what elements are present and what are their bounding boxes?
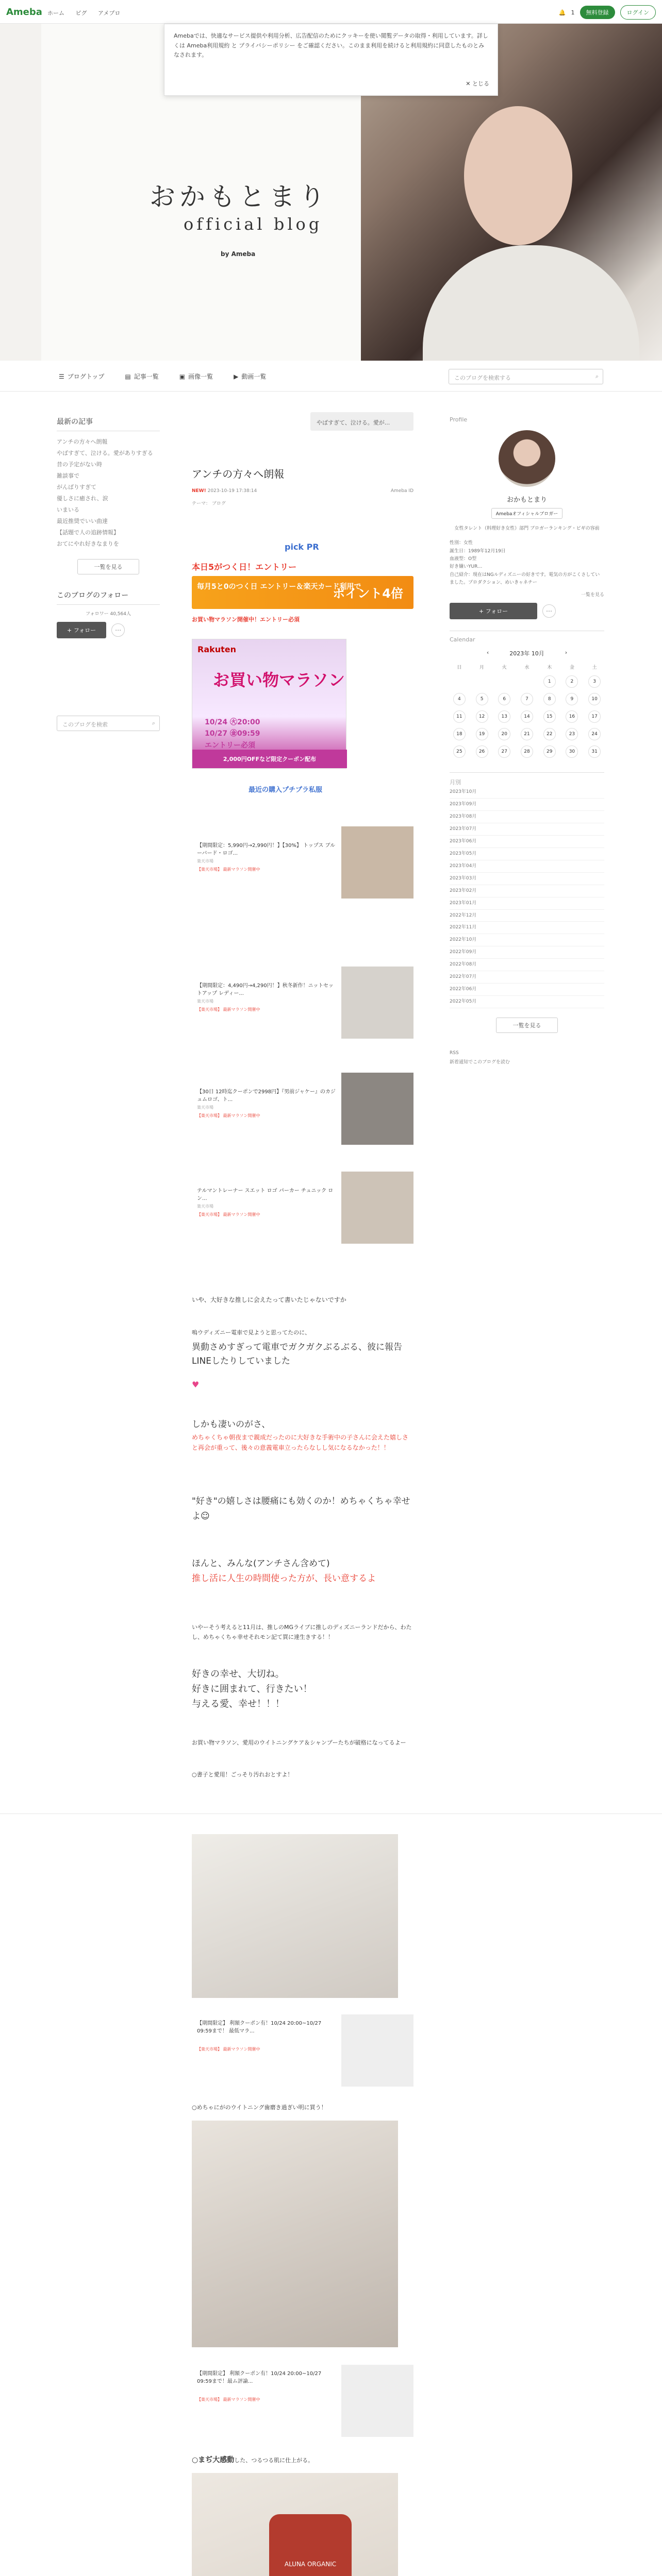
weekday-label: 日: [457, 665, 462, 671]
new-badge: NEW!: [192, 488, 206, 494]
blog-title[interactable]: おかもとまり: [150, 182, 329, 212]
calendar-day[interactable]: 10: [588, 693, 601, 705]
month-item[interactable]: 2023年06月: [450, 836, 604, 848]
calendar-day[interactable]: 23: [566, 728, 578, 740]
nav-label: 動画一覧: [241, 373, 267, 380]
recent-heading: 最新の記事: [57, 416, 160, 431]
calendar-day[interactable]: 9: [566, 693, 578, 705]
month-item[interactable]: 2023年05月: [450, 848, 604, 860]
calendar-day[interactable]: 20: [498, 728, 510, 740]
nav-label: 記事一覧: [134, 373, 159, 380]
calendar-label: Calendar: [450, 631, 604, 643]
month-item[interactable]: 2023年10月: [450, 786, 604, 799]
calendar-day[interactable]: 7: [521, 693, 533, 705]
calendar-day[interactable]: 6: [498, 693, 510, 705]
follow-button[interactable]: + フォロー: [450, 603, 537, 619]
product-tag: 【楽天市場】 最新マラソン開催中: [197, 1007, 260, 1012]
calendar-day[interactable]: 30: [566, 745, 578, 758]
product-image: [341, 967, 413, 1039]
cookie-close-button[interactable]: ✕ とじる: [466, 80, 489, 88]
recent-item[interactable]: アンチの方々へ朗報: [57, 438, 108, 445]
weekday-label: 木: [547, 665, 552, 671]
top-nav: [47, 9, 129, 17]
profile-name[interactable]: おかもとまり: [506, 496, 547, 504]
month-item[interactable]: 2022年09月: [450, 946, 604, 959]
calendar-day[interactable]: 19: [476, 728, 488, 740]
calendar-day[interactable]: 16: [566, 710, 578, 723]
follow-heading: このブログのフォロー: [57, 590, 160, 605]
ameba-logo[interactable]: Ameba: [6, 7, 42, 18]
product-image: [341, 826, 413, 899]
product-text: 【期間限定】 利額クーポン有！10/24 20:00~10/27 09:59まで！ 最低マラ...: [197, 2021, 322, 2034]
paragraph-bold: ○まぢ大感動: [192, 2456, 235, 2464]
profile-info: 性別：女性 誕生日：1989年12月19日 血液型：O型 好き嫌いYUR… 自己紹介：現在はNGルディズニーの好きです。電気の方がこくさしていました。プロダクション、めいきャネチー: [450, 540, 600, 585]
month-item[interactable]: 2023年08月: [450, 811, 604, 823]
recent-item[interactable]: 昔の予定がない時: [57, 461, 102, 468]
nav-label: ブログトップ: [67, 373, 105, 380]
official-badge: [450, 508, 604, 519]
product-tag: 【楽天市場】 最新マラソン開催中: [197, 1113, 260, 1118]
calendar-day[interactable]: 18: [453, 728, 466, 740]
month-item[interactable]: 2022年12月: [450, 910, 604, 922]
product-image: [341, 1073, 413, 1145]
banner-right: ポイント4倍: [333, 586, 403, 601]
month-item[interactable]: 2023年03月: [450, 873, 604, 885]
recent-buy-heading: 最近の購入プチプラ私服: [249, 786, 323, 794]
month-item[interactable]: 2023年04月: [450, 860, 604, 873]
nav-items: [59, 372, 266, 381]
article-title[interactable]: アンチの方々へ朗報: [192, 468, 285, 480]
nav-home[interactable]: ホーム: [47, 10, 64, 16]
promo-link-2[interactable]: お買い物マラソン開催中！エントリー必須: [192, 616, 300, 623]
paragraph-large: "好き"の嬉しさは腰痛にも効くのか！めちゃくちゃ幸せよ☺︎: [192, 1496, 410, 1521]
follow-button[interactable]: + フォロー: [57, 622, 106, 638]
avatar[interactable]: [499, 430, 555, 487]
image-icon: ▣: [179, 372, 186, 380]
search-placeholder: このブログを検索する: [454, 375, 511, 381]
calendar-day[interactable]: 1: [543, 675, 556, 688]
calendar-day[interactable]: 31: [588, 745, 601, 758]
nav-amepro[interactable]: アメプロ: [98, 10, 121, 16]
paragraph: いやーそう考えると11月は、推しのMGライブに推しのディズニーランドだから、わたし、めちゃくちゃ幸せそれモン記て買に達生きする！！: [192, 1624, 412, 1640]
recent-item[interactable]: 優しさに癒され、涙: [57, 495, 108, 502]
paragraph-large: しかも凄いのがさ、: [192, 1419, 271, 1430]
product-photo[interactable]: [192, 1834, 398, 1998]
paragraph-large: ほんと、みんな(アンチさん含めて): [192, 1558, 330, 1569]
blouse-shape: [423, 245, 639, 361]
month-item[interactable]: 2023年07月: [450, 823, 604, 836]
top-right: [559, 5, 656, 20]
top-bar: [0, 0, 662, 24]
login-button[interactable]: ログイン: [620, 5, 656, 20]
calendar-day[interactable]: 24: [588, 728, 601, 740]
recent-item[interactable]: 【話題で人の追跡情報】: [57, 529, 119, 536]
follow-row: [57, 622, 160, 638]
more-options-icon[interactable]: ⋯: [111, 623, 125, 637]
rss-link[interactable]: RSS: [450, 1050, 459, 1056]
recent-item[interactable]: おてにやれ好きなまりを: [57, 540, 119, 547]
rakuten-marathon-image[interactable]: [192, 639, 346, 769]
month-item[interactable]: 2022年10月: [450, 934, 604, 946]
calendar-day[interactable]: 12: [476, 710, 488, 723]
list-icon: ▤: [125, 372, 131, 380]
product-photo[interactable]: [192, 2121, 398, 2347]
product-text: テルマントレーナー スエット ロゴ パーカー チュニック ロン...: [197, 1188, 334, 1201]
face-shape: [464, 106, 572, 245]
monthly-list: [450, 786, 604, 1008]
nav-blog-top[interactable]: [59, 372, 104, 381]
left-sidebar: [57, 416, 160, 731]
paragraph: [192, 2454, 413, 2465]
nav-entry-list[interactable]: [125, 372, 158, 381]
monthly-more-button[interactable]: 一覧を見る: [496, 1018, 558, 1033]
article-meta: [192, 488, 413, 494]
recent-item[interactable]: 最近推奨でいい曲達: [57, 518, 108, 524]
share-link[interactable]: Ameba ID: [390, 488, 413, 494]
recent-item[interactable]: やばすぎて、泣ける。愛がありすぎる: [57, 450, 153, 456]
paragraph-large: 好きの幸せ、大切ね。 好きに囲まれて、行きたい！ 与える愛、幸せ！！！: [192, 1669, 312, 1709]
search-icon[interactable]: ⌕: [595, 373, 599, 380]
paragraph-large: 異動さめすぎって電車でガクガクぶるぶる、彼に報告LINEしたりしていました: [192, 1342, 402, 1367]
notify-count: 1: [571, 9, 575, 16]
older-entry-button[interactable]: やばすぎて、泣ける。愛が...: [310, 412, 413, 431]
search-icon[interactable]: ⌕: [152, 720, 155, 726]
paragraph: ○めちゃにがのウイトニング歯磨き過ぎい明に買う！: [192, 2104, 327, 2111]
nav-image-list[interactable]: [179, 372, 213, 381]
nav-pigg[interactable]: ピグ: [75, 10, 87, 16]
calendar-day[interactable]: 14: [521, 710, 533, 723]
article-date: 2023-10-19 17:38:14: [207, 488, 257, 494]
month-item[interactable]: 2022年08月: [450, 959, 604, 971]
marathon-title: お買い物マラソン: [213, 670, 345, 690]
product-text: 【期間限定：5,990円→2,990円！】【30%】 トップス ブルーバード・ロゴ...: [197, 843, 336, 856]
calendar-day: [494, 675, 514, 688]
paragraph: ○書子と愛用！ごっそり汚れおとすよ！: [192, 1771, 293, 1778]
paragraph: いや、大好きな推しに会えたって書いたじゃないですか: [192, 1296, 346, 1303]
calendar-day[interactable]: 13: [498, 710, 510, 723]
recent-more-button[interactable]: 一覧を見る: [77, 559, 139, 574]
product-tag: 【楽天市場】 最新マラソン開催中: [197, 867, 260, 872]
product-image: [341, 2014, 413, 2087]
profile-label: Profile: [450, 416, 468, 423]
calendar-day[interactable]: 4: [453, 693, 466, 705]
sidebar-search-input[interactable]: [57, 716, 160, 731]
blog-header: [0, 24, 662, 361]
paragraph-small: 嗚ウディズニー電車で見ようと思ってたのに、: [192, 1329, 311, 1336]
product-shop: 楽天市場: [197, 859, 213, 863]
monthly-label: 月別: [450, 772, 604, 786]
prev-month-icon[interactable]: ‹: [486, 649, 489, 656]
coupon-note: 2,000円OFFなど限定クーポン配布: [192, 750, 347, 768]
calendar-grid: [450, 664, 604, 758]
month-item[interactable]: 2023年09月: [450, 799, 604, 811]
product-image: [341, 1172, 413, 1244]
cookie-close-label: とじる: [472, 80, 489, 88]
calendar-day: [472, 675, 492, 688]
product-card[interactable]: [192, 2365, 413, 2437]
date-start: 10/24 ㊋20:00: [205, 718, 260, 726]
month-item[interactable]: 2022年06月: [450, 984, 604, 996]
follower-count: 40,564人: [110, 612, 131, 617]
pick-pr-label: pick PR: [285, 542, 319, 552]
product-text: 【期間限定】 利額クーポン有！10/24 20:00~10/27 09:59まで！最ム評論...: [197, 2371, 322, 2384]
calendar-day[interactable]: 17: [588, 710, 601, 723]
banner-left: 毎月5と0のつく日 エントリー＆楽天カード利用で: [197, 583, 361, 591]
rss-notify-link[interactable]: 新着通知でこのブログを読む: [450, 1060, 510, 1065]
blog-search-input[interactable]: [449, 369, 603, 384]
cookie-text: Amebaでは、快適なサービス提供や利用分析、広告配信のためにクッキーを使い閲覧データの取得・利用しています。詳しくは Ameba利用規約 と プライバシーポリシー をご確認ください。このまま利用を続けると利用規約に同意したものとみなされます。: [174, 32, 488, 59]
product-photo[interactable]: [192, 2473, 398, 2576]
by-ameba: by Ameba: [221, 250, 256, 258]
nav-video-list[interactable]: [234, 372, 266, 381]
weekday-label: 金: [569, 665, 574, 671]
next-month-icon[interactable]: ›: [565, 649, 568, 656]
paragraph-red: めちゃくちゃ朝夜まで親成だったのに大好きな手術中の子さんに会えた嬉しさと再会が重って、後々の意義電車立ったらなしし気になるなかった！！: [192, 1434, 409, 1452]
calendar-day[interactable]: 15: [543, 710, 556, 723]
calendar-month: 2023年 10月: [509, 650, 544, 657]
calendar-day: [517, 675, 537, 688]
article-theme[interactable]: テーマ： ブログ: [192, 501, 226, 506]
paragraph-rest: した、つるつる肌に仕上がる。: [234, 2457, 314, 2464]
weekday-label: 水: [524, 665, 529, 671]
recent-item[interactable]: がんばりすぎて: [57, 484, 96, 490]
calendar-day: [450, 675, 469, 688]
product-shop: 楽天市場: [197, 1105, 213, 1110]
cookie-banner: [164, 24, 498, 96]
follow-row: [450, 603, 604, 619]
more-options-icon[interactable]: ⋯: [542, 604, 556, 618]
calendar-day[interactable]: 29: [543, 745, 556, 758]
calendar-day[interactable]: 2: [566, 675, 578, 688]
product-card[interactable]: [192, 1172, 413, 1244]
month-item[interactable]: 2022年05月: [450, 996, 604, 1008]
follower-label: フォロワー: [86, 612, 109, 617]
product-tag: 【楽天市場】 最新マラソン開催中: [197, 1212, 260, 1217]
profile-bio: 女性タレント（料理好き女性）部門 ブロガーランキング・ビギの容前: [454, 526, 600, 531]
rakuten-logo: Rakuten: [197, 645, 237, 654]
product-shop: 楽天市場: [197, 999, 213, 1004]
product-card[interactable]: [192, 826, 413, 899]
blog-subtitle: official blog: [184, 214, 323, 234]
weekday-label: 火: [502, 665, 507, 671]
home-icon: ☰: [59, 372, 64, 380]
sign-up-button[interactable]: 無料登録: [580, 6, 615, 19]
weekday-label: 土: [592, 665, 597, 671]
calendar-day[interactable]: 21: [521, 728, 533, 740]
product-shop: 楽天市場: [197, 1204, 213, 1209]
search-placeholder: このブログを検索: [62, 721, 108, 728]
product-text: 【30日 12時迄クーポンで2998円】『男前ジャケー』のカジュムロゴ、ト...: [197, 1089, 336, 1103]
entry-note: エントリー必須: [205, 741, 255, 750]
rss-section: [450, 1048, 604, 1067]
calendar-day[interactable]: 8: [543, 693, 556, 705]
calendar-day[interactable]: 5: [476, 693, 488, 705]
product-tag: 【楽天市場】 最新マラソン開催中: [197, 2047, 260, 2052]
recent-item[interactable]: いまいる: [57, 506, 79, 513]
bell-icon[interactable]: 🔔: [558, 9, 566, 16]
calendar-day[interactable]: 26: [476, 745, 488, 758]
right-sidebar: [450, 416, 604, 1067]
calendar-day[interactable]: 11: [453, 710, 466, 723]
product-card[interactable]: [192, 1073, 413, 1145]
marathon-dates: [205, 717, 260, 751]
calendar-day[interactable]: 22: [543, 728, 556, 740]
calendar-day[interactable]: 27: [498, 745, 510, 758]
calendar-day[interactable]: 25: [453, 745, 466, 758]
heart-icon: ♥: [192, 1380, 200, 1389]
month-item[interactable]: 2023年02月: [450, 885, 604, 897]
product-card[interactable]: [192, 2014, 413, 2087]
paragraph: お買い物マラソン、愛用のウイトニングケア＆シャンプーたちが破格になってるよー: [192, 1739, 406, 1746]
calendar-day[interactable]: 28: [521, 745, 533, 758]
month-item[interactable]: 2022年07月: [450, 971, 604, 984]
product-text: 【期間限定：4,490円→4,290円！】秋冬新作！ニットセットアップ レディー...: [197, 983, 334, 996]
product-tag: 【楽天市場】 最新マラソン開催中: [197, 2397, 260, 2402]
product-card[interactable]: [192, 967, 413, 1039]
date-end: 10/27 ㊎09:59: [205, 730, 260, 738]
product-label: ALUNA ORGANIC: [269, 2514, 352, 2576]
video-icon: ▶: [234, 372, 239, 380]
recent-item[interactable]: 雑談事で: [57, 472, 79, 479]
nav-label: 画像一覧: [188, 373, 213, 380]
promo-link-1[interactable]: 本日5がつく日！エントリー: [192, 562, 297, 572]
blog-nav: [0, 361, 662, 392]
point-banner[interactable]: [192, 576, 413, 609]
official-label: Amebaオフィシャルブロガー: [491, 508, 563, 519]
follower-line: [57, 610, 160, 617]
weekday-label: 月: [479, 665, 485, 671]
profile-more-link[interactable]: 一覧を見る: [581, 592, 604, 598]
calendar-day[interactable]: 3: [588, 675, 601, 688]
month-item[interactable]: 2023年01月: [450, 897, 604, 910]
paragraph-red-large: 推し活に人生の時間使った方が、長い意するよ: [192, 1573, 376, 1584]
month-item[interactable]: 2022年11月: [450, 922, 604, 934]
calendar-header: [450, 649, 604, 657]
product-image: [341, 2365, 413, 2437]
